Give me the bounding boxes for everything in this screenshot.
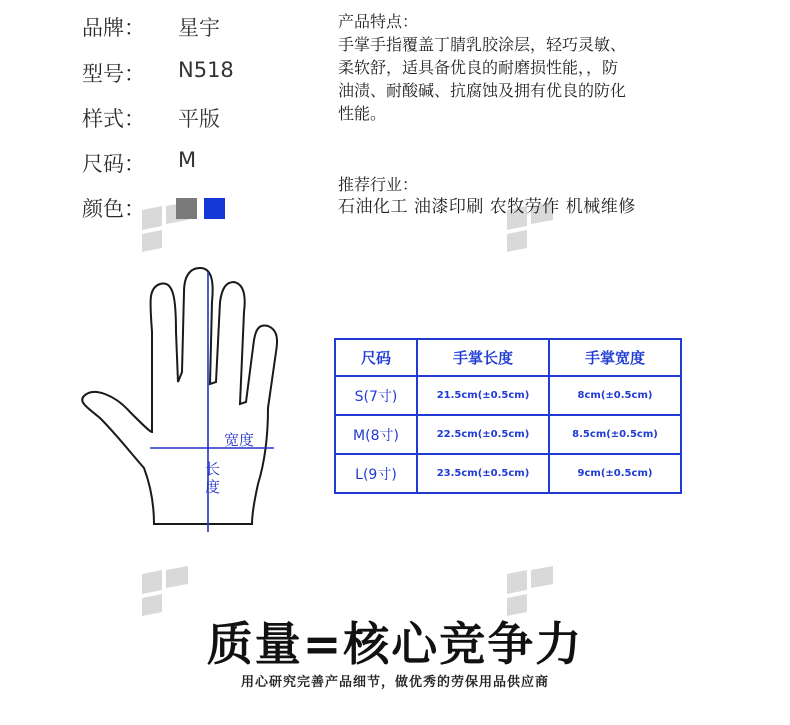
features-line: 手掌手指覆盖丁腈乳胶涂层，轻巧灵敏、 [338,35,627,54]
features-heading: 产品特点： [338,12,419,31]
product-features [338,10,758,125]
recommended-industry [338,173,636,219]
table-row [335,415,681,454]
hand-outline-diagram [78,262,288,537]
industry-heading: 推荐行业： [338,175,419,194]
features-line: 油渍、耐酸碱、抗腐蚀及拥有优良的防化 [338,81,627,100]
industry-list: 石油化工 油漆印刷 农牧劳作 机械维修 [338,197,636,217]
spec-label: 颜色： [82,197,145,221]
table-cell: 21.5cm(±0.5cm) [417,376,549,415]
features-line: 性能。 [338,104,387,123]
table-row [335,454,681,493]
hand-outline [82,268,277,524]
spec-label: 样式： [82,107,145,131]
table-cell: M(8寸) [335,415,417,454]
width-label: 宽度 [224,431,255,449]
slogan: 质量=核心竞争力 [206,617,584,671]
spec-value: M [178,148,197,172]
table-cell: L(9寸) [335,454,417,493]
table-cell: 22.5cm(±0.5cm) [417,415,549,454]
table-header: 手掌宽度 [549,339,681,376]
spec-value: 星宇 [178,16,220,40]
spec-value: 平版 [178,107,220,131]
length-label: 长 [205,460,221,478]
spec-label: 品牌： [82,16,145,40]
size-table [334,338,682,494]
color-swatch-gray [176,198,197,219]
length-label: 度 [205,478,221,496]
spec-value: N518 [178,58,234,82]
table-header-row [335,339,681,376]
table-header: 尺码 [335,339,417,376]
color-swatch-blue [204,198,225,219]
table-cell: S(7寸) [335,376,417,415]
spec-label: 尺码： [82,152,145,176]
spec-label: 型号： [82,62,145,86]
table-row [335,376,681,415]
table-header: 手掌长度 [417,339,549,376]
table-cell: 8cm(±0.5cm) [549,376,681,415]
features-line: 柔软舒，适具备优良的耐磨损性能，，防 [338,58,619,77]
subslogan: 用心研究完善产品细节，做优秀的劳保用品供应商 [240,675,549,690]
table-cell: 8.5cm(±0.5cm) [549,415,681,454]
table-cell: 23.5cm(±0.5cm) [417,454,549,493]
table-cell: 9cm(±0.5cm) [549,454,681,493]
